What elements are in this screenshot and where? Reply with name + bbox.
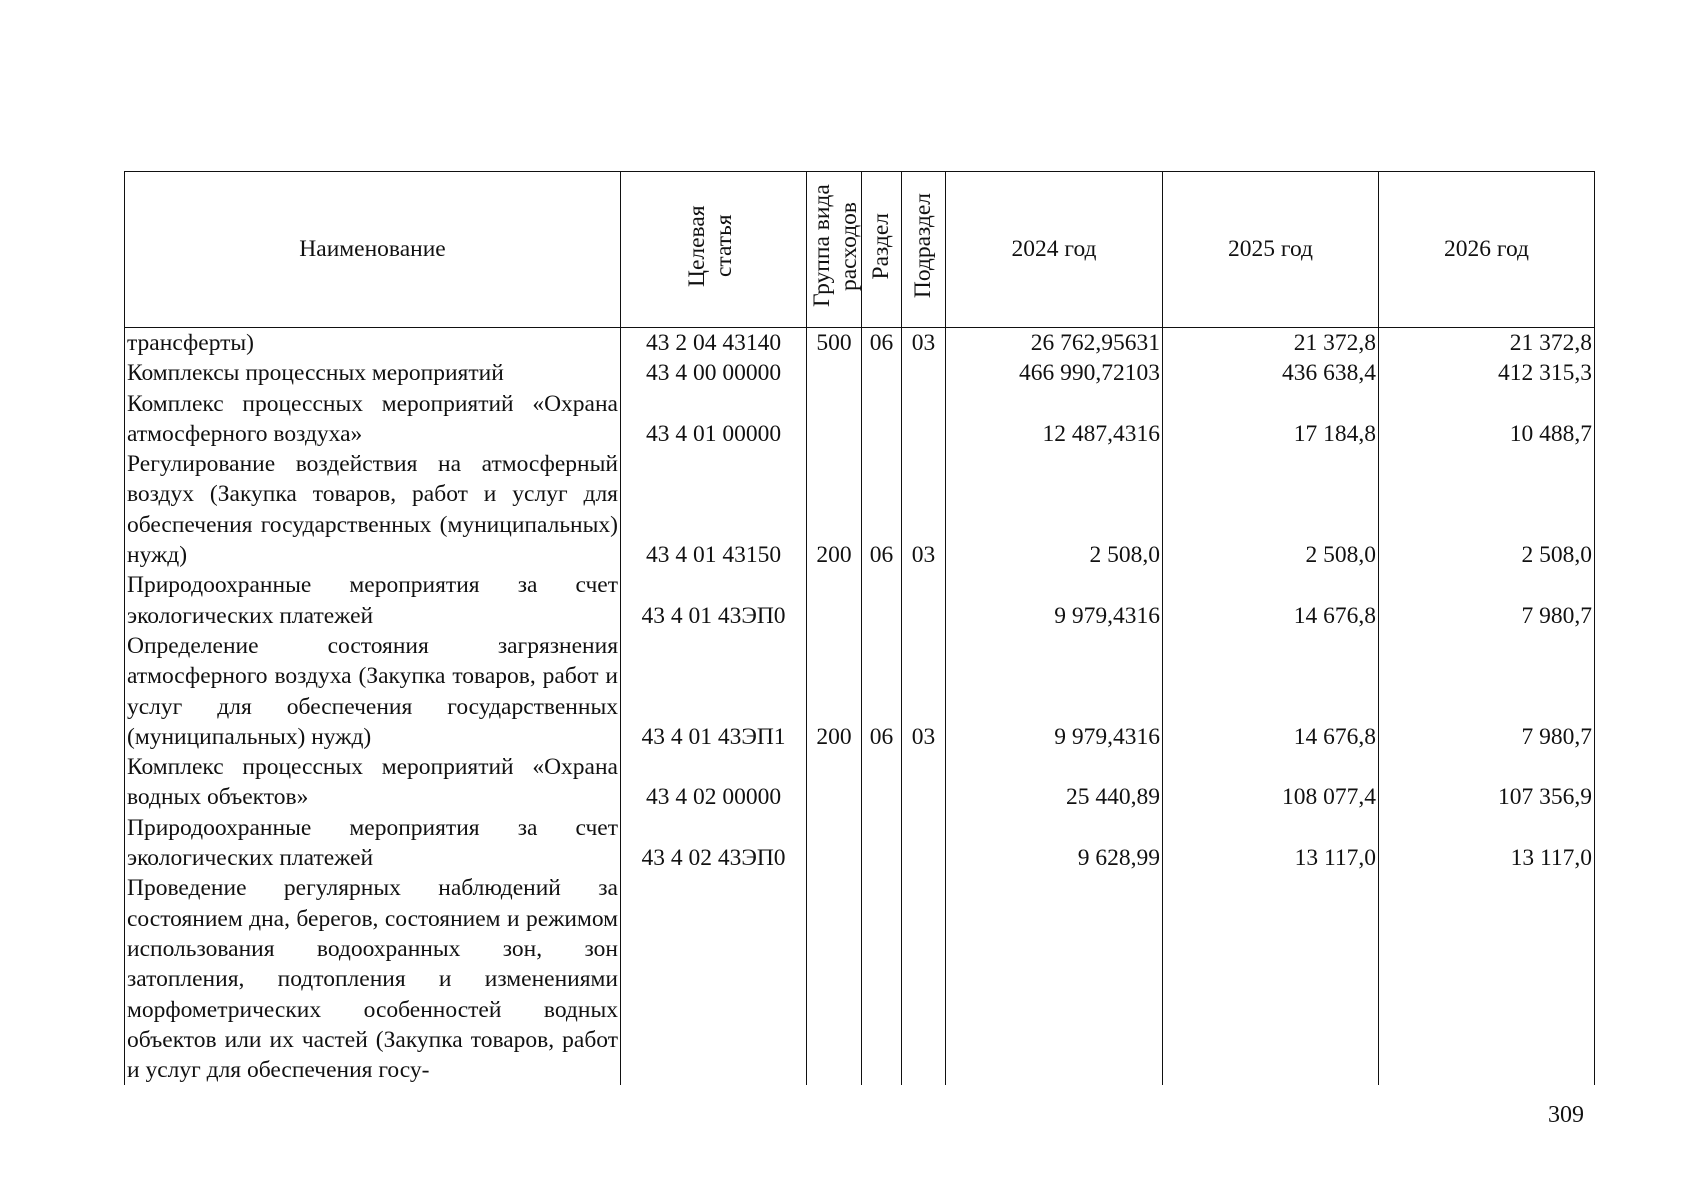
cell-group: [807, 752, 862, 813]
cell-2025: 21 372,8: [1163, 328, 1379, 359]
header-2025: 2025 год: [1163, 172, 1379, 328]
cell-group: [807, 813, 862, 874]
cell-2026: 2 508,0: [1379, 449, 1595, 570]
cell-2025: 14 676,8: [1163, 570, 1379, 631]
cell-2026: 107 356,9: [1379, 752, 1595, 813]
cell-group: [807, 570, 862, 631]
cell-subsection: [902, 752, 946, 813]
cell-section: 06: [862, 449, 902, 570]
cell-target: 43 4 01 43ЭП0: [621, 570, 807, 631]
cell-2026: 7 980,7: [1379, 631, 1595, 752]
cell-2024: 9 979,4316: [946, 570, 1163, 631]
cell-subsection: [902, 389, 946, 450]
cell-2026: 7 980,7: [1379, 570, 1595, 631]
table-row: [125, 389, 1595, 450]
cell-name: Комплекс процессных мероприятий «Охрана атмосферного воздуха»: [125, 389, 621, 450]
header-group: Группа вида расходов: [807, 172, 862, 328]
cell-section: [862, 358, 902, 388]
table-row: [125, 813, 1595, 874]
header-subsection: Подраздел: [902, 172, 946, 328]
cell-name: трансферты): [125, 328, 621, 359]
cell-target: [621, 873, 807, 1085]
cell-group: 200: [807, 449, 862, 570]
cell-2026: 21 372,8: [1379, 328, 1595, 359]
cell-2025: 14 676,8: [1163, 631, 1379, 752]
table-row: [125, 631, 1595, 752]
cell-2024: 25 440,89: [946, 752, 1163, 813]
cell-name: Проведение регулярных наблюдений за состоянием дна, берегов, состоянием и режимом использования водоохранных зон, зон затопления, подтопления и изменениями морфометрических особенностей водных объектов или их частей (Закупка товаров, работ и услуг для обеспечения госу-: [125, 873, 621, 1085]
cell-2026: 412 315,3: [1379, 358, 1595, 388]
cell-2025: 2 508,0: [1163, 449, 1379, 570]
cell-2026: 13 117,0: [1379, 813, 1595, 874]
cell-target: 43 4 01 00000: [621, 389, 807, 450]
cell-group: [807, 873, 862, 1085]
cell-section: [862, 389, 902, 450]
cell-2026: 10 488,7: [1379, 389, 1595, 450]
cell-section: 06: [862, 631, 902, 752]
cell-section: [862, 570, 902, 631]
header-2024: 2024 год: [946, 172, 1163, 328]
cell-2024: 26 762,95631: [946, 328, 1163, 359]
table-row: [125, 328, 1595, 359]
cell-section: [862, 873, 902, 1085]
cell-2025: [1163, 873, 1379, 1085]
cell-section: [862, 752, 902, 813]
cell-2025: 17 184,8: [1163, 389, 1379, 450]
cell-target: 43 4 02 43ЭП0: [621, 813, 807, 874]
table-row: [125, 449, 1595, 570]
cell-2024: [946, 873, 1163, 1085]
budget-table: [124, 171, 1595, 1085]
page-number: 309: [1548, 1102, 1584, 1128]
header-row: [125, 172, 1595, 328]
cell-2024: 2 508,0: [946, 449, 1163, 570]
cell-subsection: 03: [902, 449, 946, 570]
cell-subsection: 03: [902, 631, 946, 752]
table-row: [125, 752, 1595, 813]
cell-target: 43 4 00 00000: [621, 358, 807, 388]
cell-target: 43 4 01 43ЭП1: [621, 631, 807, 752]
cell-name: Природоохранные мероприятия за счет экологических платежей: [125, 813, 621, 874]
table-body: [125, 328, 1595, 1086]
header-2026: 2026 год: [1379, 172, 1595, 328]
cell-group: [807, 358, 862, 388]
cell-section: [862, 813, 902, 874]
table-row: [125, 570, 1595, 631]
table-row: [125, 873, 1595, 1085]
cell-target: 43 4 02 00000: [621, 752, 807, 813]
cell-2026: [1379, 873, 1595, 1085]
cell-subsection: [902, 813, 946, 874]
cell-2024: 466 990,72103: [946, 358, 1163, 388]
header-section: Раздел: [862, 172, 902, 328]
cell-name: Комплекс процессных мероприятий «Охрана водных объектов»: [125, 752, 621, 813]
cell-name: Определение состояния загрязнения атмосферного воздуха (Закупка товаров, работ и услуг для обеспечения государственных (муниципальных) нужд): [125, 631, 621, 752]
cell-subsection: [902, 358, 946, 388]
cell-group: 200: [807, 631, 862, 752]
cell-name: Комплексы процессных мероприятий: [125, 358, 621, 388]
cell-2025: 108 077,4: [1163, 752, 1379, 813]
cell-target: 43 4 01 43150: [621, 449, 807, 570]
cell-subsection: 03: [902, 328, 946, 359]
cell-2025: 13 117,0: [1163, 813, 1379, 874]
table-row: [125, 358, 1595, 388]
header-target: Целевая статья: [621, 172, 807, 328]
cell-2024: 9 979,4316: [946, 631, 1163, 752]
cell-2024: 9 628,99: [946, 813, 1163, 874]
cell-target: 43 2 04 43140: [621, 328, 807, 359]
cell-section: 06: [862, 328, 902, 359]
cell-subsection: [902, 873, 946, 1085]
cell-group: [807, 389, 862, 450]
cell-2024: 12 487,4316: [946, 389, 1163, 450]
cell-group: 500: [807, 328, 862, 359]
cell-name: Регулирование воздействия на атмосферный воздух (Закупка товаров, работ и услуг для обеспечения государственных (муниципальных) нужд): [125, 449, 621, 570]
cell-name: Природоохранные мероприятия за счет экологических платежей: [125, 570, 621, 631]
header-name: Наименование: [125, 172, 621, 328]
cell-subsection: [902, 570, 946, 631]
cell-2025: 436 638,4: [1163, 358, 1379, 388]
